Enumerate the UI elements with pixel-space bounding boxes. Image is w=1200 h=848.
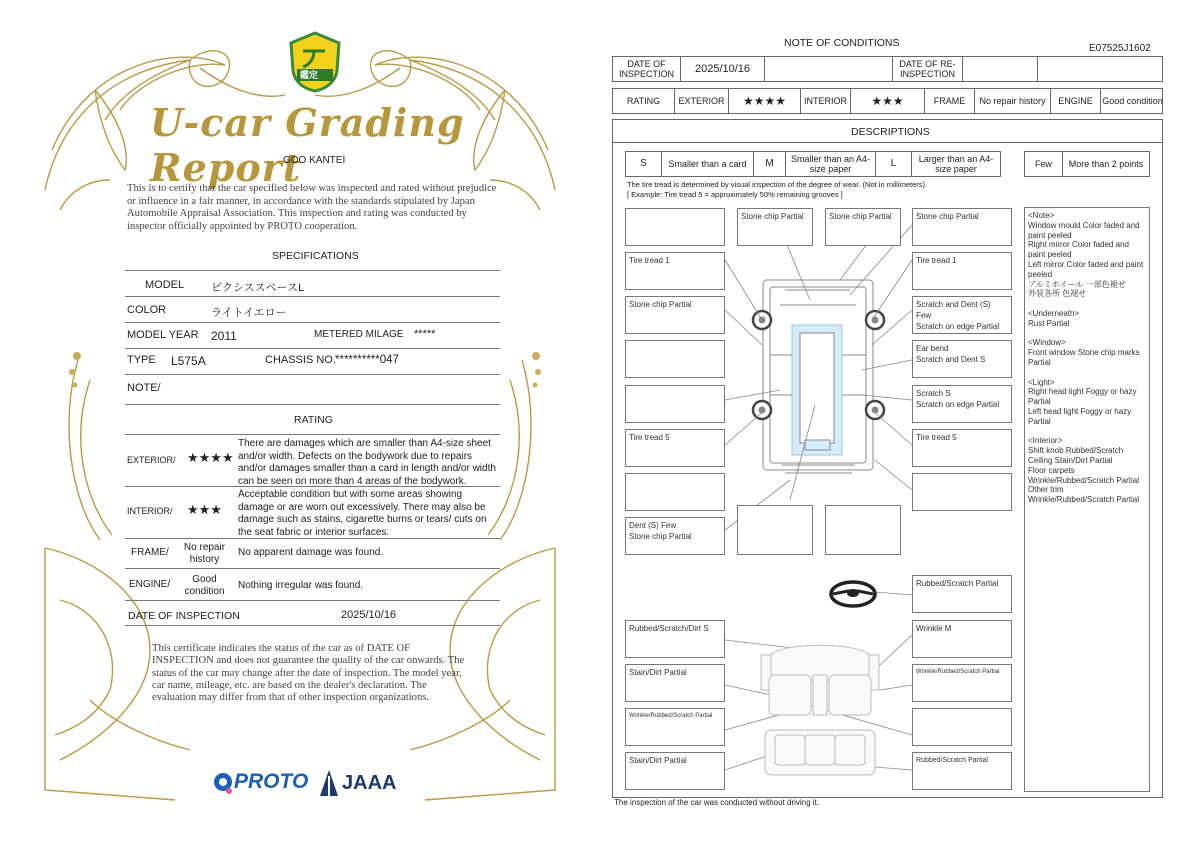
legend-text: Larger than an A4-size paper xyxy=(918,154,994,174)
engine-label: ENGINE/ xyxy=(129,579,171,590)
tire-example: [ Example: Tire tread 5 = approximately 50% remaining grooves ] xyxy=(627,190,843,199)
date-of-inspection-label: DATE OF INSPECTION xyxy=(128,610,240,622)
spec-row-year xyxy=(125,324,500,349)
condition-box xyxy=(625,340,725,378)
engine-value: Good condition xyxy=(184,574,225,597)
condition-box xyxy=(912,473,1012,511)
condition-box: Tire tread 1 xyxy=(625,252,725,290)
jaaa-logo-icon xyxy=(318,768,340,798)
condition-box: Rubbed/Scratch Partial xyxy=(912,752,1012,790)
date-reinspection-label: DATE OF RE-INSPECTION xyxy=(893,57,963,81)
legend-text: Smaller than an A4-size paper xyxy=(786,152,876,176)
exterior-stars: ★★★★ xyxy=(187,450,234,465)
proto-logo-icon xyxy=(212,770,234,796)
legend-code: L xyxy=(876,152,912,176)
condition-box: Wrinkle M xyxy=(912,620,1012,658)
notes-heading: NOTE OF CONDITIONS xyxy=(784,37,900,49)
frame-value: No repair history xyxy=(975,89,1051,113)
side-note-panel: <Note> Window mould Color faded and paint peeled Right mirror Color faded and paint peeled Left mirror Color faded and paint peeled アルミホイール 一部色褪せ 外装各所 色褪せ <Underneath> Rust Partial <Window> Front window Stone chip marks Partial <Light> Right head light Foggy or hazy Partial Left head light Foggy or hazy Partial <Interior> Shift knob Rubbed/Scratch Ceiling Stain/Dirt Partial Floor carpets Wrinkle/Rubbed/Scratch Partial Other trim Wrinkle/Rubbed/Scratch Partial xyxy=(1024,207,1150,792)
rating-label: RATING xyxy=(613,89,675,113)
model-label: MODEL xyxy=(145,279,185,291)
condition-box: Tire tread 5 xyxy=(912,429,1012,467)
date-inspection-label: DATE OF INSPECTION xyxy=(613,57,681,81)
metered-milage-label: METERED MILAGE xyxy=(314,329,404,340)
frame-description: No apparent damage was found. xyxy=(238,547,384,558)
note-label: NOTE/ xyxy=(127,382,161,394)
condition-box xyxy=(737,505,813,555)
engine-value: Good condition xyxy=(1102,96,1163,106)
metered-milage-value: ***** xyxy=(414,328,436,340)
rating-row-frame xyxy=(125,540,500,569)
condition-box xyxy=(825,505,901,555)
exterior-description: There are damages which are smaller than A4-size sheet and/or width. Defects on the bodywork due to repairs and/or damages smaller than a card in length and/or width can be seen on more than 4 areas of the bodywork. xyxy=(238,438,496,487)
condition-box: Stone chip Partial xyxy=(912,208,1012,246)
tire-note: The tire tread is determined by visual inspection of the degree of wear. (Not in millimeters). xyxy=(627,180,928,189)
condition-box xyxy=(625,473,725,511)
proto-logo: PROTO xyxy=(234,770,309,793)
logo-text: 鑑定 xyxy=(300,70,319,80)
condition-box xyxy=(625,385,725,423)
report-id: E07525J1602 xyxy=(1089,43,1151,54)
condition-box: Stone chip Partial xyxy=(625,296,725,334)
interior-label: INTERIOR/ xyxy=(127,506,173,516)
note-of-conditions xyxy=(600,0,1200,848)
condition-box: Stain/Dirt Partial xyxy=(625,752,725,790)
frame-label: FRAME xyxy=(925,89,975,113)
condition-box: Wrinkle/Rubbed/Scratch Partial xyxy=(625,708,725,746)
car-interior-diagram xyxy=(755,640,885,795)
interior-stars: ★★★ xyxy=(851,89,925,113)
spec-row-color xyxy=(125,298,500,323)
exterior-stars: ★★★★ xyxy=(729,89,801,113)
interior-label: INTERIOR xyxy=(801,89,851,113)
frame-value: No repair history xyxy=(183,542,226,565)
condition-box xyxy=(625,208,725,246)
rating-row-engine xyxy=(125,570,500,601)
goo-kantei-shield-icon xyxy=(287,31,343,93)
condition-box: Rubbed/Scratch Partial xyxy=(912,575,1012,613)
condition-box: Tire tread 1 xyxy=(912,252,1012,290)
condition-box: Stain/Dirt Partial xyxy=(625,664,725,702)
divider xyxy=(125,270,500,271)
condition-box: Dent (S) Few Stone chip Partial xyxy=(625,517,725,555)
date-inspection-value: 2025/10/16 xyxy=(681,57,765,81)
interior-description: Acceptable condition but with some areas showing damage or are worn out excessively. There may also be damage such as stains, cigarette burns or tears/ cuts on the seat fabric or interior surfaces. xyxy=(238,489,487,538)
steering-wheel-icon xyxy=(828,580,878,610)
chassis-value: **********047 xyxy=(335,354,399,366)
report-subtitle: GOO KANTEI xyxy=(283,155,346,166)
interior-stars: ★★★ xyxy=(187,502,222,517)
model-value: ピクシススペースL xyxy=(211,282,305,294)
condition-box xyxy=(912,708,1012,746)
descriptions-heading: DESCRIPTIONS xyxy=(851,126,930,138)
chassis-label: CHASSIS NO. xyxy=(265,354,336,366)
divider xyxy=(125,625,500,626)
engine-description: Nothing irregular was found. xyxy=(238,580,364,591)
color-value: ライトイエロー xyxy=(211,307,287,319)
legend-code: M xyxy=(754,152,786,176)
jaaa-logo: JAAA xyxy=(342,772,397,794)
model-year-label: MODEL YEAR xyxy=(127,329,199,341)
type-label: TYPE xyxy=(127,354,156,366)
condition-box: Rubbed/Scratch/Dirt S xyxy=(625,620,725,658)
condition-box: Ear bend Scratch and Dent S xyxy=(912,340,1012,378)
condition-box: Wrinkle/Rubbed/Scratch Partial xyxy=(912,664,1012,702)
color-label: COLOR xyxy=(127,304,167,316)
legend-code: S xyxy=(626,152,662,176)
legend-text: More than 2 points xyxy=(1068,159,1144,169)
spec-row-model xyxy=(125,272,500,297)
exterior-label: EXTERIOR/ xyxy=(127,455,176,465)
legend-code: Few xyxy=(1025,152,1063,176)
legend-text: Smaller than a card xyxy=(662,152,754,176)
condition-box: Scratch and Dent (S) Few Scratch on edge Partial xyxy=(912,296,1012,334)
condition-box: Tire tread 5 xyxy=(625,429,725,467)
condition-box: Scratch S Scratch on edge Partial xyxy=(912,385,1012,423)
date-of-inspection-value: 2025/10/16 xyxy=(341,609,397,621)
engine-label: ENGINE xyxy=(1051,89,1101,113)
model-year-value: 2011 xyxy=(211,329,237,343)
type-value: L575A xyxy=(171,354,206,368)
notes-footer: The inspection of the car was conducted without driving it. xyxy=(614,798,819,807)
spec-row-type xyxy=(125,350,500,375)
condition-box: Stone chip Partial xyxy=(737,208,813,246)
divider xyxy=(125,434,500,435)
certificate-footer: This certificate indicates the status of the car as of DATE OF INSPECTION and does not guarantee the quality of the car onwards. The status of the car may change after the date of inspection. The model year, car name, mileage, etc. are based on the dealer's declaration. The evaluation may differ from that of other inspection organizations. xyxy=(152,643,465,704)
condition-box: Stone chip Partial xyxy=(825,208,901,246)
spec-row-note xyxy=(125,376,500,405)
certificate-intro: This is to certify that the car specified below was inspected and rated without prejudice or influence in a fair manner, in accordance with the standards stipulated by Japan Automobile Appraisal Association. This inspection and rating was conducted by inspector officially appointed by PROTO cooperation. xyxy=(127,183,497,232)
exterior-label: EXTERIOR xyxy=(675,89,729,113)
specifications-heading: SPECIFICATIONS xyxy=(272,250,359,262)
frame-label: FRAME/ xyxy=(131,547,169,558)
rating-heading: RATING xyxy=(294,414,333,426)
report-title: U-car Grading Report xyxy=(150,100,465,190)
